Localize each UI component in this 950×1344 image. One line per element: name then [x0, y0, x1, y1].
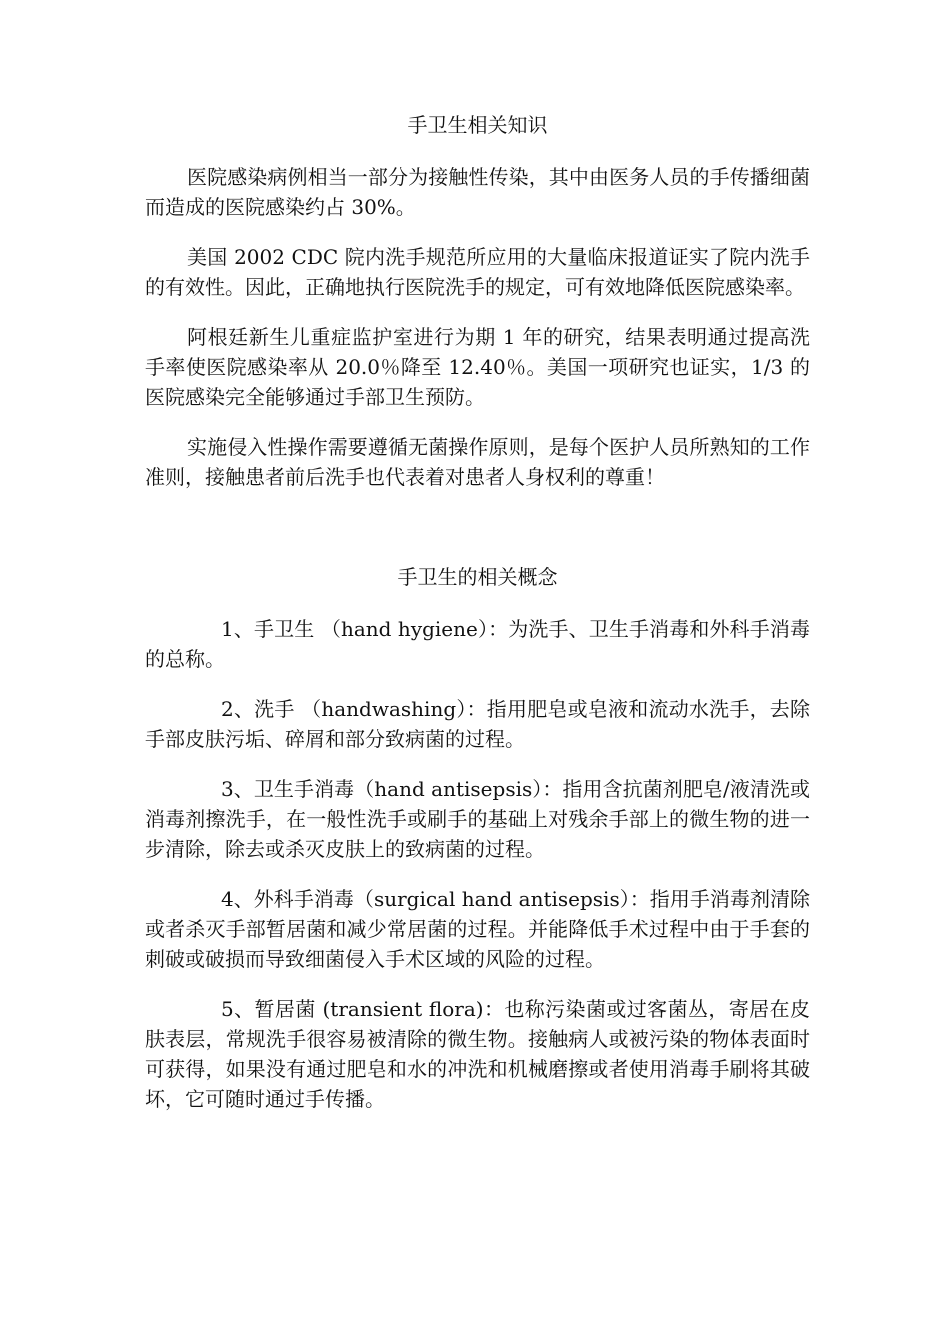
- definition-paragraph: 1、手卫生 （hand hygiene）：为洗手、卫生手消毒和外科手消毒的总称。: [145, 617, 810, 671]
- paragraph: 实施侵入性操作需要遵循无菌操作原则，是每个医护人员所熟知的工作准则，接触患者前后洗手也代表着对患者人身权利的尊重！: [145, 435, 810, 489]
- paragraph: 美国 2002 CDC 院内洗手规范所应用的大量临床报道证实了院内洗手的有效性。因此，正确地执行医院洗手的规定，可有效地降低医院感染率。: [145, 245, 810, 299]
- paragraph: 阿根廷新生儿重症监护室进行为期 1 年的研究，结果表明通过提高洗手率使医院感染率从 20.0％降至 12.40％。美国一项研究也证实，1/3 的医院感染完全能够通过手部卫生预防。: [145, 325, 810, 409]
- definition-paragraph: 3、卫生手消毒（hand antisepsis）：指用含抗菌剂肥皂/液清洗或消毒剂擦洗手，在一般性洗手或刷手的基础上对残余手部上的微生物的进一步清除，除去或杀灭皮肤上的致病菌的过程。: [145, 777, 810, 861]
- paragraph: 医院感染病例相当一部分为接触性传染，其中由医务人员的手传播细菌而造成的医院感染约占 30%。: [145, 165, 810, 219]
- section-title: 手卫生相关知识: [407, 113, 548, 137]
- section-hand-hygiene-concepts: [145, 562, 810, 1114]
- definition-paragraph: 4、外科手消毒（surgical hand antisepsis）：指用手消毒剂清除或者杀灭手部暂居菌和减少常居菌的过程。并能降低手术过程中由于手套的刺破或破损而导致细菌侵入手术区域的风险的过程。: [145, 887, 810, 971]
- definition-paragraph: 2、洗手 （handwashing）：指用肥皂或皂液和流动水洗手，去除手部皮肤污垢、碎屑和部分致病菌的过程。: [145, 697, 810, 751]
- definition-paragraph: 5、暂居菌 (transient flora)：也称污染菌或过客菌丛，寄居在皮肤表层，常规洗手很容易被清除的微生物。接触病人或被污染的物体表面时可获得，如果没有通过肥皂和水的冲洗和机械磨擦或者使用消毒手刷将其破坏，它可随时通过手传播。: [145, 997, 810, 1111]
- section-title: 手卫生的相关概念: [397, 565, 558, 589]
- section-hand-hygiene-knowledge: [145, 110, 810, 492]
- document-page: [145, 110, 810, 1134]
